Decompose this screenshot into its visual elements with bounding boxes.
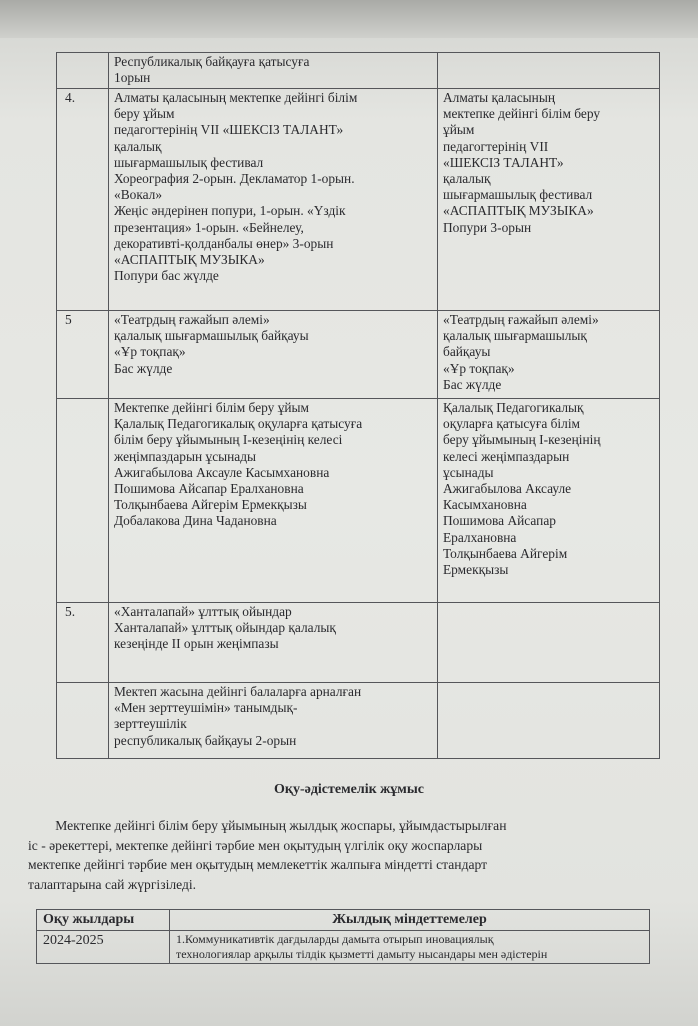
text-line: қалалық bbox=[114, 138, 162, 154]
page-top-shadow bbox=[0, 0, 698, 38]
row-number bbox=[57, 399, 109, 603]
table-row bbox=[37, 931, 650, 964]
text-line: Бас жүлде bbox=[443, 376, 502, 392]
text-line: 1орын bbox=[114, 70, 151, 86]
text-line: Пошимова Айсапар bbox=[443, 513, 556, 529]
text-line: Ермекқызы bbox=[443, 562, 509, 578]
text-line: педагогтерінің VII bbox=[443, 138, 549, 154]
text-line: презентация» 1-орын. «Бейнелеу, bbox=[114, 219, 304, 235]
text-line: Хореография 2-орын. Декламатор 1-орын. bbox=[114, 171, 355, 187]
text-line: «АСПАПТЫҚ МУЗЫКА» bbox=[443, 203, 594, 219]
text-line: байқауы bbox=[443, 344, 491, 360]
city-result-cell bbox=[438, 89, 660, 311]
table-row bbox=[57, 603, 660, 683]
table-row bbox=[57, 89, 660, 311]
paragraph-line: Мектепке дейінгі білім беру ұйымының жылдық жоспары, ұйымдастырылған bbox=[28, 818, 507, 833]
text-line: беру ұйымының I-кезеңінің bbox=[443, 432, 601, 448]
text-line: республикалық байқауы 2-орын bbox=[114, 732, 297, 748]
column-header-years: Оқу жылдары bbox=[37, 910, 170, 931]
text-line: Алматы қаласының мектепке дейінгі білім bbox=[114, 90, 358, 105]
text-line: кезеңінде II орын жеңімпазы bbox=[114, 636, 279, 652]
row-number bbox=[57, 53, 109, 89]
achievement-cell bbox=[109, 603, 438, 683]
text-line: Жеңіс әндерінен попури, 1-орын. «Үздік bbox=[114, 203, 346, 219]
text-line: оқуларға қатысуға білім bbox=[443, 416, 581, 432]
text-line: беру ұйым bbox=[114, 106, 175, 122]
text-line: Алматы қаласының bbox=[443, 90, 555, 105]
text-line: Республикалық байқауға қатысуға bbox=[114, 54, 310, 69]
text-line: Пошимова Айсапар Ералхановна bbox=[114, 481, 304, 497]
text-line: педагогтерінің VII «ШЕКСІЗ ТАЛАНТ» bbox=[114, 122, 344, 138]
text-line: Қалалық Педагогикалық bbox=[443, 400, 584, 415]
text-line: Мектеп жасына дейінгі балаларға арналған bbox=[114, 684, 362, 699]
text-line: Толқынбаева Айгерім Ермекқызы bbox=[114, 497, 307, 513]
text-line: «Вокал» bbox=[114, 187, 163, 203]
tasks-cell bbox=[170, 931, 650, 964]
text-line: ұйым bbox=[443, 122, 475, 138]
text-line: келесі жеңімпаздарын bbox=[443, 448, 570, 464]
text-line: Қалалық Педагогикалық оқуларға қатысуға bbox=[114, 416, 363, 432]
text-line: Касымхановна bbox=[443, 497, 527, 513]
paragraph-line: мектепке дейінгі тәрбие мен оқытудың мемлекеттік жалпыға міндетті стандарт bbox=[28, 857, 488, 872]
text-line: қалалық шығармашылық bbox=[443, 328, 587, 344]
text-line: «Театрдың ғажайып әлемі» bbox=[114, 312, 270, 327]
city-result-cell bbox=[438, 311, 660, 399]
text-line: ұсынады bbox=[443, 464, 494, 480]
city-result-cell bbox=[438, 53, 660, 89]
text-line: білім беру ұйымының I-кезеңінің келесі bbox=[114, 432, 343, 448]
achievement-cell bbox=[109, 89, 438, 311]
text-line: Бас жүлде bbox=[114, 360, 173, 376]
achievement-cell bbox=[109, 311, 438, 399]
text-line: «Театрдың ғажайып әлемі» bbox=[443, 312, 599, 327]
text-line: Попури бас жүлде bbox=[114, 268, 219, 284]
achievement-cell bbox=[109, 399, 438, 603]
text-line: 1.Коммуникативтік дағдыларды дамыта отырып иновациялық bbox=[176, 932, 494, 946]
text-line: «Ұр тоқпақ» bbox=[114, 344, 186, 360]
row-number bbox=[57, 683, 109, 759]
text-line: Ералхановна bbox=[443, 529, 517, 545]
table-row bbox=[57, 53, 660, 89]
text-line: «Мен зерттеушімін» танымдық- bbox=[114, 700, 298, 716]
achievement-cell bbox=[109, 683, 438, 759]
table-row bbox=[57, 683, 660, 759]
text-line: «Ханталапай» ұлттық ойындар bbox=[114, 604, 292, 619]
text-line: декоративті-қолданбалы өнер» 3-орын bbox=[114, 235, 334, 251]
row-number: 4. bbox=[57, 89, 109, 311]
text-line: жеңімпаздарын ұсынады bbox=[114, 448, 257, 464]
text-line: шығармашылық фестивал bbox=[114, 154, 264, 170]
text-line: «ШЕКСІЗ ТАЛАНТ» bbox=[443, 154, 564, 170]
text-line: Ажигабылова Аксауле bbox=[443, 481, 572, 497]
row-number: 5. bbox=[57, 603, 109, 683]
text-line: Мектепке дейінгі білім беру ұйым bbox=[114, 400, 310, 415]
year-cell: 2024-2025 bbox=[37, 931, 170, 964]
text-line: зерттеушілік bbox=[114, 716, 187, 732]
achievement-cell bbox=[109, 53, 438, 89]
paragraph-line: іс - әрекеттері, мектепке дейінгі тәрбие мен оқытудың үлгілік оқу жоспарлары bbox=[28, 837, 483, 853]
annual-plan-table bbox=[36, 909, 650, 964]
awards-table bbox=[56, 52, 660, 759]
table-row bbox=[57, 311, 660, 399]
section-heading: Оқу-әдістемелік жұмыс bbox=[273, 782, 424, 797]
text-line: Толқынбаева Айгерім bbox=[443, 545, 568, 561]
text-line: мектепке дейінгі білім беру bbox=[443, 106, 601, 122]
city-result-cell bbox=[438, 683, 660, 759]
text-line: технологиялар арқылы тілдік қызметті дамыту нысандары мен әдістерін bbox=[176, 947, 548, 961]
text-line: Ажигабылова Аксауле Касымхановна bbox=[114, 464, 330, 480]
city-result-cell bbox=[438, 399, 660, 603]
row-number: 5 bbox=[57, 311, 109, 399]
text-line: Попури 3-орын bbox=[443, 219, 532, 235]
text-line: Добалакова Дина Чадановна bbox=[114, 513, 277, 529]
text-line: қалалық шығармашылық байқауы bbox=[114, 328, 309, 344]
text-line: қалалық bbox=[443, 171, 491, 187]
text-line: «АСПАПТЫҚ МУЗЫКА» bbox=[114, 252, 265, 268]
table-header-row bbox=[37, 910, 650, 931]
paragraph-line: талаптарына сай жүргізіледі. bbox=[28, 876, 197, 892]
table-row bbox=[57, 399, 660, 603]
body-paragraph bbox=[28, 816, 670, 894]
text-line: «Ұр тоқпақ» bbox=[443, 360, 515, 376]
column-header-tasks: Жылдық міндеттемелер bbox=[170, 910, 650, 931]
text-line: Ханталапай» ұлттық ойындар қалалық bbox=[114, 620, 336, 636]
city-result-cell bbox=[438, 603, 660, 683]
text-line: шығармашылық фестивал bbox=[443, 187, 593, 203]
